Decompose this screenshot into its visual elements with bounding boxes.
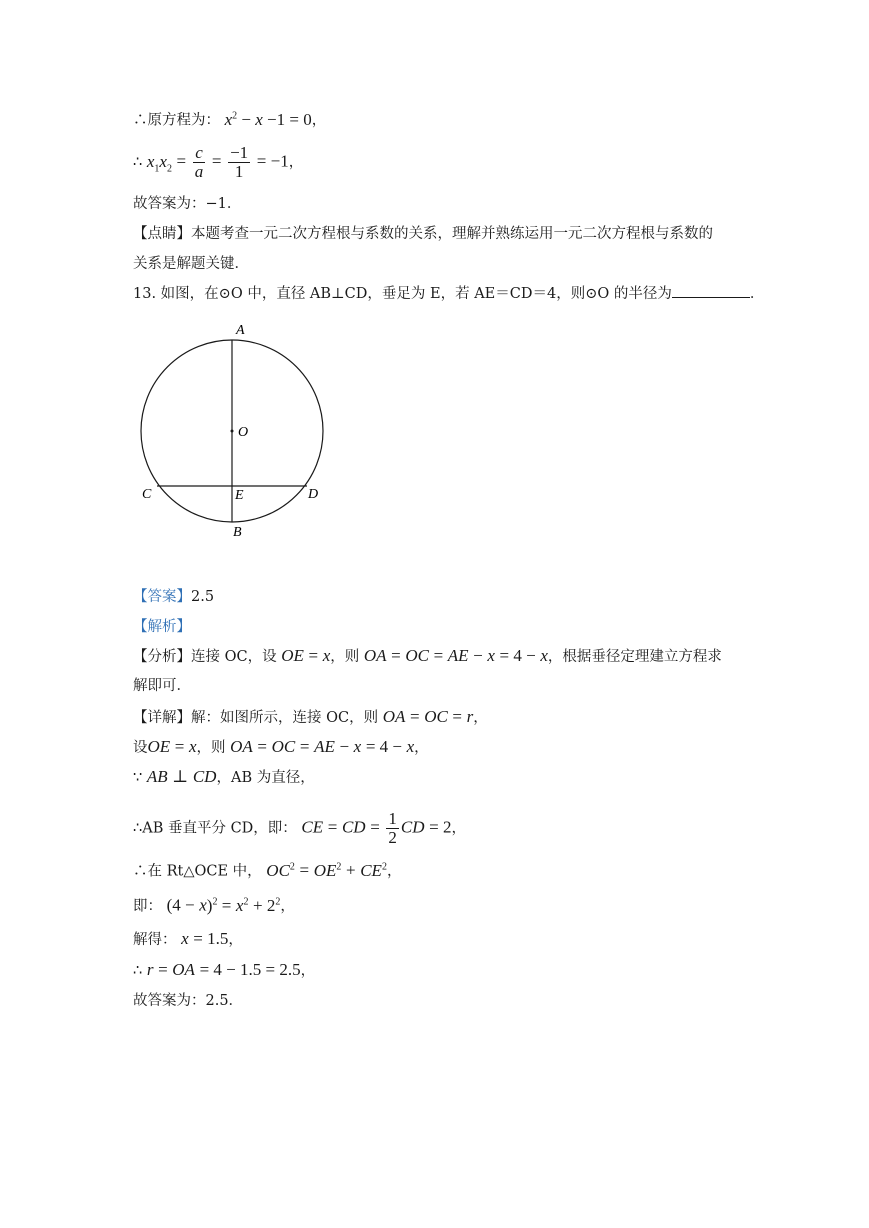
text: 【详解】解：如图所示，连接 OC，则 <box>133 710 379 726</box>
text: 即： <box>133 898 162 915</box>
text: ∴原方程为： <box>133 112 220 129</box>
text: ，则 <box>330 649 360 665</box>
comment-line-2: 关系是解题关键． <box>133 256 249 272</box>
analysis-line-2: 解即可． <box>133 678 191 694</box>
product-of-roots-line: ∴ $x_1x_2$ = $\frac{c}{a}$ = $\frac{-1}{1}$ = −1， <box>133 143 304 181</box>
text: ，根据垂径定理建立方程求 <box>547 649 722 665</box>
therefore-symbol: ∴ <box>133 154 147 171</box>
final-answer: 故答案为：2.5． <box>133 993 244 1009</box>
analysis-line-1: 【分析】连接 OC，设 OE = x，则 OA = OC = AE − x = 4 − x，根据垂径定理建立方程求 <box>133 646 722 665</box>
label-e: E <box>235 488 244 503</box>
label-b: B <box>233 525 242 540</box>
detail-line-2: 设OE = x，则 OA = OC = AE − x = 4 − x， <box>133 737 429 756</box>
question-end: ． <box>749 286 765 302</box>
circle-figure <box>125 318 345 548</box>
text: 解得： <box>133 932 177 948</box>
question-13 <box>133 283 764 304</box>
detail-line-8: ∴ r = OA = 4 − 1.5 = 2.5， <box>133 960 316 979</box>
detail-line-1: 【详解】解：如图所示，连接 OC，则 OA = OC = r， <box>133 707 488 726</box>
answer-line-1: 故答案为：−1． <box>133 196 242 212</box>
detail-line-3: ∵ AB ⊥ CD，AB 为直径， <box>133 767 315 786</box>
label-d: D <box>308 487 319 502</box>
text: ，则 <box>196 740 226 756</box>
detail-line-7: 解得： x = 1.5， <box>133 929 243 948</box>
answer-line <box>133 587 214 607</box>
label-o: O <box>238 425 249 440</box>
text: ∴AB 垂直平分 CD，即： <box>133 820 297 837</box>
answer-label: 【答案】 <box>133 589 191 605</box>
text: ，AB 为直径， <box>216 770 315 786</box>
analysis-label: 【解析】 <box>133 619 191 635</box>
text: ∴在 Rt△OCE 中， <box>133 863 262 880</box>
therefore-symbol: ∴ <box>133 963 147 979</box>
label-a: A <box>236 323 245 338</box>
detail-line-4: ∴AB 垂直平分 CD，即： CE = CD = $\frac{1}{2}$ CD = 2， <box>133 809 466 847</box>
text: 【分析】连接 OC，设 <box>133 649 277 665</box>
original-equation: $x^2 - x -1 = 0$ <box>224 109 312 129</box>
text: 设 <box>133 740 148 756</box>
label-c: C <box>142 487 152 502</box>
detail-line-5: ∴在 Rt△OCE 中， $OC^2 = OE^2 + CE^2$， <box>133 860 402 880</box>
center-point <box>231 430 234 433</box>
answer-blank <box>672 283 750 298</box>
answer-value: 2.5 <box>191 589 215 605</box>
question-text: 13. 如图，在⊙O 中，直径 AB⊥CD，垂足为 E，若 AE＝CD＝4，则⊙O 的半径为 <box>133 286 672 302</box>
detail-line-6: 即： $(4 - x)^2 = x^2 + 2^2$， <box>133 895 295 915</box>
comment-line-1: 【点睛】本题考查一元二次方程根与系数的关系，理解并熟练运用一元二次方程根与系数的 <box>133 226 713 242</box>
equation-line-1: ∴原方程为： $x^2 - x -1 = 0$， <box>133 109 327 129</box>
because-symbol: ∵ <box>133 770 143 786</box>
